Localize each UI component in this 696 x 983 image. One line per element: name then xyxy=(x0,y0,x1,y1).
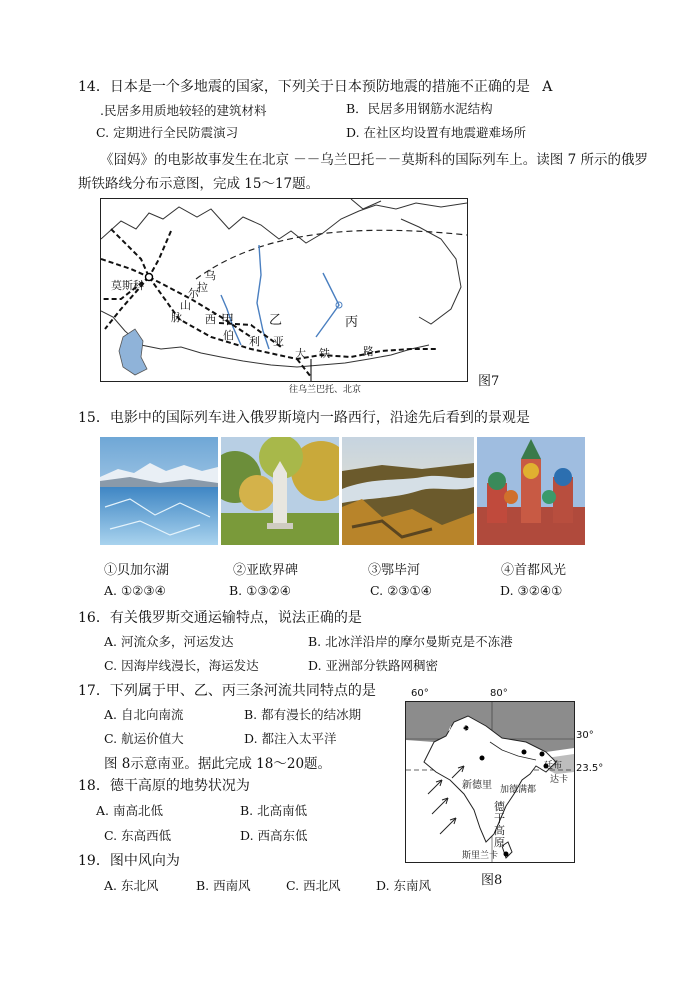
ural-char-4: 山 xyxy=(180,299,191,312)
q17-option-b: B. 都有漫长的结冰期 xyxy=(244,707,362,722)
q18-stem: 18．德干高原的地势状况为 xyxy=(78,778,250,794)
ural-char-1: 乌 xyxy=(205,269,216,282)
q17-option-d: D. 都注入太平洋 xyxy=(244,731,337,746)
fig8-lon80: 80° xyxy=(490,688,508,699)
q15-option-c: C. ②③①④ xyxy=(370,583,432,598)
q15-option-b: B. ①③②④ xyxy=(229,583,291,598)
q16-option-d: D. 亚洲部分铁路网稠密 xyxy=(308,658,439,673)
islamabad-label: 伊斯兰堡 xyxy=(448,727,485,737)
q14-option-d: D. 在社区均设置有地震避难场所 xyxy=(346,125,527,140)
q15-stem: 15．电影中的国际列车进入俄罗斯境内一路西行，沿途先后看到的景观是 xyxy=(78,410,530,426)
fig8-lon60: 60° xyxy=(411,688,429,699)
q19-option-a: A. 东北风 xyxy=(104,878,159,893)
q14-option-b: B．民居多用钢筋水泥结构 xyxy=(346,101,493,116)
q18-option-b: B. 北高南低 xyxy=(240,803,308,818)
ural-char-2: 拉 xyxy=(197,281,208,294)
siberia-char-3: 利 xyxy=(249,335,260,348)
srilanka-label: 斯里兰卡 xyxy=(462,851,499,861)
deccan-char-3: 高 xyxy=(494,824,505,837)
eurasia-monument-photo xyxy=(221,437,339,545)
deccan-char-1: 德 xyxy=(494,800,505,813)
q14-option-c: C. 定期进行全民防震演习 xyxy=(96,125,239,140)
baikal-lake-photo xyxy=(100,437,218,545)
photo-label-2: ②亚欧界碑 xyxy=(233,563,299,578)
siberia-char-1: 西 xyxy=(205,313,216,326)
russia-map-drawing xyxy=(101,199,467,381)
dhaka-label: 达卡 xyxy=(550,775,569,785)
fig8-lat30: 30° xyxy=(576,730,594,741)
thimphu-label: 廷布 xyxy=(544,761,563,771)
q16-option-c: C. 因海岸线漫长，海运发达 xyxy=(104,658,259,673)
newdelhi-label: 新德里 xyxy=(462,780,492,791)
south-asia-map xyxy=(405,701,575,863)
q14-option-a: .民居多用质地较轻的建筑材料 xyxy=(100,103,267,118)
fig7-note: 往乌兰巴托、北京 xyxy=(289,385,362,395)
q19-option-d: D. 东南风 xyxy=(376,878,432,893)
siberia-char-4: 亚 xyxy=(273,335,284,348)
q19-stem: 19．图中风向为 xyxy=(78,853,180,869)
fig8-caption: 图8 xyxy=(481,873,503,888)
q15-option-d: D. ③②④① xyxy=(500,583,563,598)
moscow-label: 莫斯科 xyxy=(111,279,144,292)
deccan-char-4: 原 xyxy=(494,836,505,849)
ural-char-3: 尔 xyxy=(188,287,199,300)
ob-river-photo xyxy=(342,437,474,545)
q14-answer: A xyxy=(542,79,553,95)
river-yi-label: 乙 xyxy=(269,313,283,328)
photo-label-1: ①贝加尔湖 xyxy=(104,563,170,578)
deccan-char-2: 干 xyxy=(494,812,505,825)
photo-label-4: ④首都风光 xyxy=(501,563,567,578)
q17-option-a: A. 自北向南流 xyxy=(104,707,184,722)
q18-option-d: D. 西高东低 xyxy=(240,828,308,843)
fig7-caption: 图7 xyxy=(478,374,500,389)
intro-18: 图 8示意南亚。据此完成 18～20题。 xyxy=(104,756,332,772)
q17-stem: 17．下列属于甲、乙、丙三条河流共同特点的是 xyxy=(78,683,376,699)
ural-char-5: 脉 xyxy=(171,311,182,324)
siberia-char-2: 伯 xyxy=(223,329,234,342)
q16-option-a: A. 河流众多，河运发达 xyxy=(104,634,234,649)
russia-railway-map xyxy=(100,198,468,382)
river-bing-label: 丙 xyxy=(345,315,359,330)
q19-option-b: B. 西南风 xyxy=(196,878,251,893)
q14-stem: 14．日本是一个多地震的国家，下列关于日本预防地震的措施不正确的是 A xyxy=(78,79,553,95)
river-jia-label: 甲 xyxy=(221,313,235,328)
siberia-char-5: 大 xyxy=(295,347,306,360)
q16-stem: 16．有关俄罗斯交通运输特点，说法正确的是 xyxy=(78,610,362,626)
q15-option-a: A. ①②③④ xyxy=(104,583,166,598)
q18-option-a: A. 南高北低 xyxy=(96,803,163,818)
siberia-char-6: 铁 xyxy=(319,347,330,360)
q17-option-c: C. 航运价值大 xyxy=(104,731,184,746)
intro-15-line2: 斯铁路线分布示意图，完成 15～17题。 xyxy=(78,176,320,192)
moscow-kremlin-photo xyxy=(477,437,585,545)
kathmandu-label: 加德满都 xyxy=(500,785,537,795)
siberia-char-7: 路 xyxy=(363,345,374,358)
q16-option-b: B. 北冰洋沿岸的摩尔曼斯克是不冻港 xyxy=(308,634,513,649)
photo-label-3: ③鄂毕河 xyxy=(368,563,421,578)
fig8-lat235: 23.5° xyxy=(576,763,604,774)
q19-option-c: C. 西北风 xyxy=(286,878,341,893)
q18-option-c: C. 东高西低 xyxy=(104,828,172,843)
intro-15-line1: 《囧妈》的电影故事发生在北京 －－乌兰巴托－－莫斯科的国际列车上。读图 7 所示的俄罗 xyxy=(100,152,648,168)
